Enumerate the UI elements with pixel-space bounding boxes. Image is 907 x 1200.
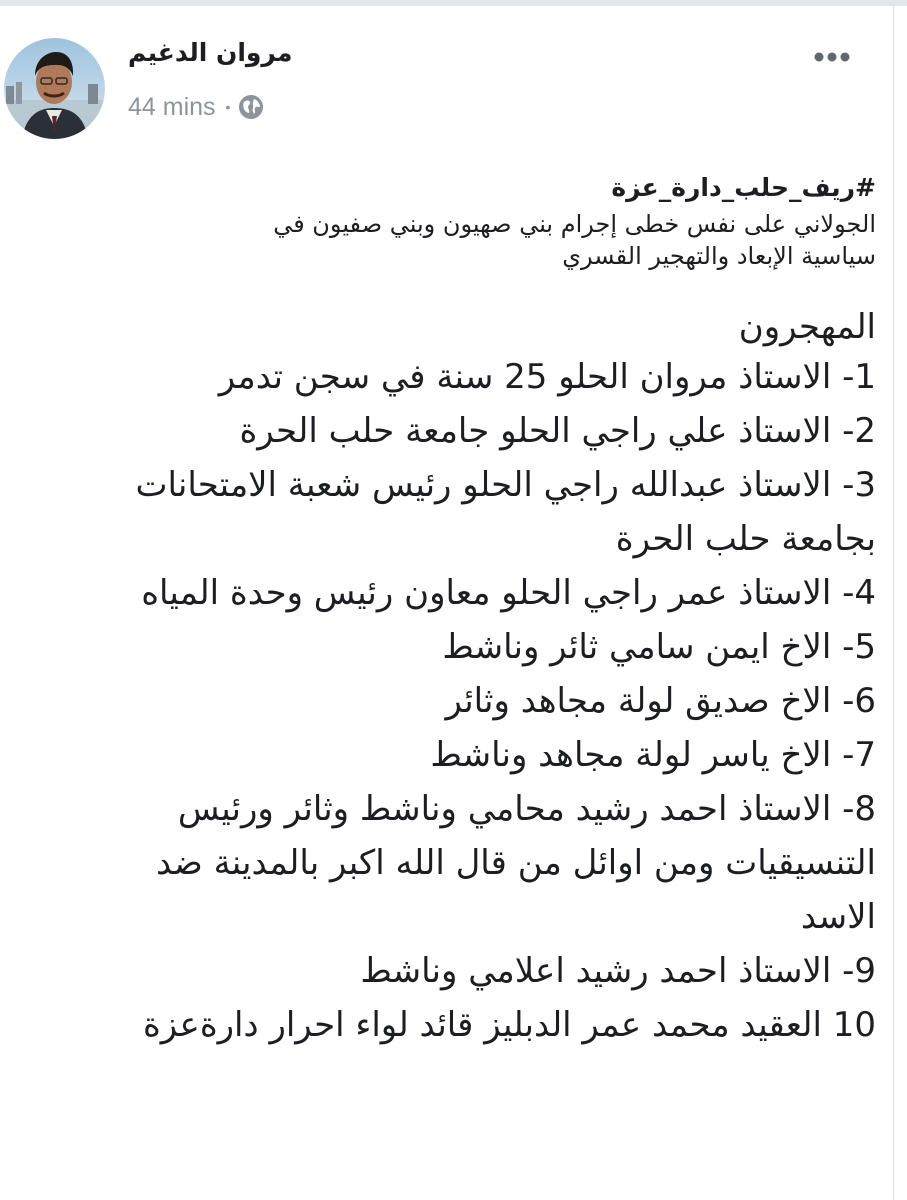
more-dots-icon (814, 52, 850, 62)
list-item-continuation: التنسيقيات ومن اوائل من قال الله اكبر بالمدينة ضد (156, 843, 876, 883)
list-item: 10 العقيد محمد عمر الدبليز قائد لواء احرار دارةعزة (142, 1005, 876, 1045)
intro-line: سياسية الإبعاد والتهجير القسري (562, 242, 876, 270)
list-item: 5- الاخ ايمن سامي ثائر وناشط (442, 627, 876, 667)
list-item: 4- الاستاذ عمر راجي الحلو معاون رئيس وحدة المياه (141, 573, 876, 613)
globe-icon[interactable] (238, 94, 264, 120)
post-meta (128, 90, 264, 124)
list-item: 6- الاخ صديق لولة مجاهد وثائر (445, 681, 876, 721)
more-options-button[interactable] (812, 44, 852, 70)
avatar-photo (4, 38, 105, 139)
post-timestamp[interactable]: 44 mins (128, 92, 216, 121)
list-item: 1- الاستاذ مروان الحلو 25 سنة في سجن تدمر (218, 357, 876, 397)
author-avatar[interactable] (4, 38, 105, 139)
list-heading: المهجرون (738, 307, 876, 347)
meta-separator: • (225, 99, 231, 115)
post-body (0, 168, 876, 1052)
author-name[interactable]: مروان الدغيم (128, 38, 293, 67)
hashtag-link[interactable]: #ريف_حلب_دارة_عزة (611, 173, 876, 202)
list-item: 2- الاستاذ علي راجي الحلو جامعة حلب الحرة (239, 411, 876, 451)
top-border (0, 0, 907, 6)
list-item-continuation: الاسد (800, 897, 876, 937)
intro-line: الجولاني على نفس خطى إجرام بني صهيون وبني صفيون في (273, 210, 876, 238)
list-item: 8- الاستاذ احمد رشيد محامي وناشط وثائر ورئيس (177, 789, 876, 829)
list-item: 7- الاخ ياسر لولة مجاهد وناشط (430, 735, 876, 775)
list-item: 9- الاستاذ احمد رشيد اعلامي وناشط (360, 951, 876, 991)
list-item: 3- الاستاذ عبدالله راجي الحلو رئيس شعبة الامتحانات (135, 465, 876, 505)
list-item-continuation: بجامعة حلب الحرة (615, 519, 876, 559)
card-right-border (893, 6, 894, 1200)
